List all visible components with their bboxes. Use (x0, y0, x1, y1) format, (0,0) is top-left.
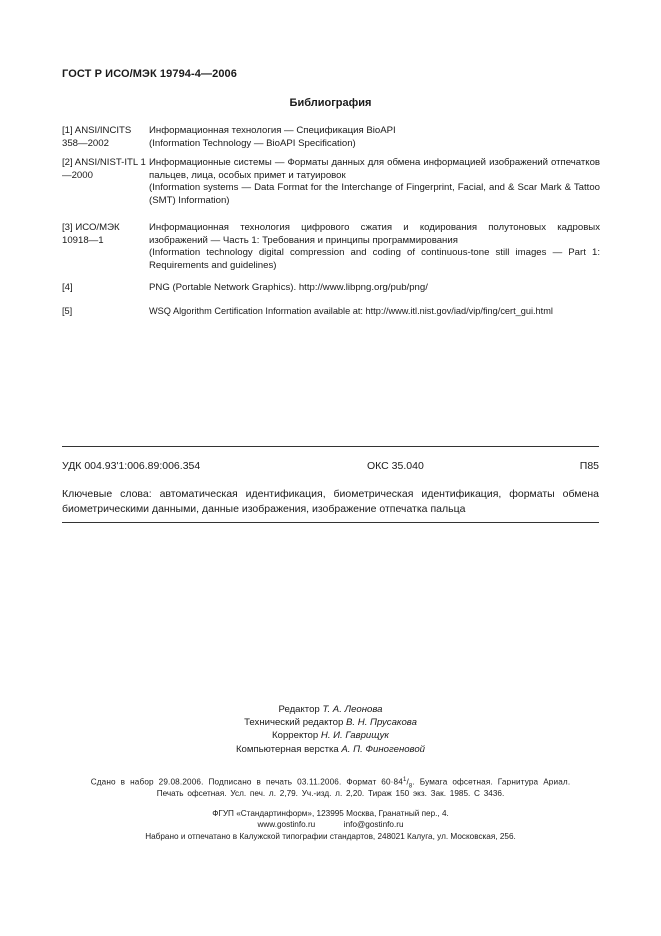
publisher-website: www.gostinfo.ru (257, 820, 316, 829)
bibliography-text-en: (Information Technology — BioAPI Specification) (149, 137, 356, 149)
group-code: П85 (579, 460, 599, 472)
bibliography-entry (62, 157, 600, 207)
keywords: Ключевые слова: автоматическая идентификация, биометрическая идентификация, форматы обмена биометрическими данными, данные изображения, изображение отпечатка пальца (62, 488, 599, 515)
bibliography-ref: [2] ANSI/NIST-ITL 1—2000 (62, 157, 146, 181)
bibliography-ref: [5] (62, 306, 73, 316)
bibliography-entry (62, 282, 600, 295)
bibliography-text: WSQ Algorithm Certification Information available at: http://www.itl.nist.gov/iad/vip/fing/cert_gui.html (149, 306, 553, 316)
credits-block (0, 703, 661, 756)
bibliography-text-ru: Информационная технология цифрового сжатия и кодирования полутоновых кадровых изображений — Часть 1: Требования и принципы программирования (149, 222, 600, 246)
bibliography-text-en: (Information systems — Data Format for the Interchange of Fingerprint, Facial, and & Scar Mark & Tattoo (SMT) Information) (149, 182, 600, 206)
bibliography-text-en: (Information technology digital compression and coding of continuous-tone still images — Part 1: Requirements and guidelines) (149, 247, 600, 271)
bibliography-text-ru: Информационная технология — Спецификация BioAPI (149, 125, 396, 136)
bibliography-ref: [1] ANSI/INCITS 358—2002 (62, 125, 132, 149)
bibliography-entry (62, 125, 600, 150)
divider-bottom (62, 522, 599, 523)
publisher-email: info@gostinfo.ru (343, 820, 404, 829)
bibliography-entry (62, 305, 600, 318)
credit-tech-editor: Технический редактор В. Н. Прусакова (244, 717, 417, 729)
credit-editor: Редактор Т. А. Леонова (278, 704, 383, 715)
bibliography-ref: [3] ИСО/МЭК 10918—1 (62, 222, 120, 246)
udk-code: УДК 004.93'1:006.89:006.354 (62, 460, 201, 472)
divider-top (62, 446, 599, 447)
publishing-line-1: Сдано в набор 29.08.2006. Подписано в печать 03.11.2006. Формат $60\cdot 84^1/_8$. Бумага офсетная. Гарнитура Ариал. (90, 777, 571, 790)
publisher-contacts (0, 820, 661, 829)
bibliography-entry (62, 222, 600, 272)
printer-info: Набрано и отпечатано в Калужской типографии стандартов, 248021 Калуга, ул. Московская, 256. (145, 832, 516, 841)
oks-code: ОКС 35.040 (367, 460, 424, 472)
publishing-line-2: Печать офсетная. Усл. печ. л. 2,79. Уч.-изд. л. 2,20. Тираж 150 экз. Зак. 1985. С 3436. (156, 789, 505, 798)
bibliography-title: Библиография (289, 97, 372, 109)
bibliography-text-ru: Информационные системы — Форматы данных для обмена информацией изображений отпечатков пальцев, лица, особых примет и татуировок (149, 157, 600, 181)
credit-layout: Компьютерная верстка А. П. Финогеновой (235, 743, 426, 755)
credit-proofreader: Корректор Н. И. Гаврищук (272, 730, 389, 742)
document-header-standard: ГОСТ Р ИСО/МЭК 19794-4—2006 (62, 68, 237, 80)
publisher-info: ФГУП «Стандартинформ», 123995 Москва, Гранатный пер., 4. (212, 809, 449, 818)
bibliography-ref: [4] (62, 282, 73, 293)
bibliography-text: PNG (Portable Network Graphics). http://www.libpng.org/pub/png/ (149, 282, 428, 293)
